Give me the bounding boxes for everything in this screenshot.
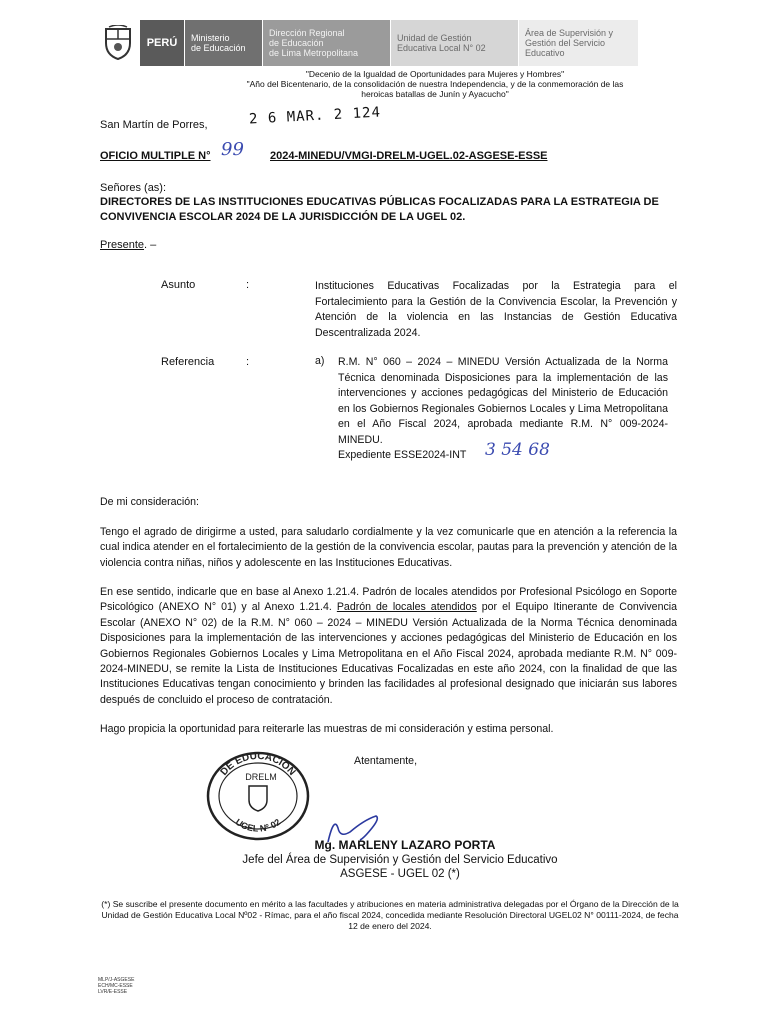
svg-text:UGEL N° 02: UGEL N° 02 <box>233 816 283 834</box>
greeting: De mi consideración: <box>100 496 199 508</box>
asunto-label: Asunto <box>161 279 196 291</box>
oficio-code: 2024-MINEDU/VMGI-DRELM-UGEL.02-ASGESE-ESSE <box>270 150 548 162</box>
paragraph-2: En ese sentido, indicarle que en base al Anexo 1.21.4. Padrón de locales atendidos por Profesional Psicólogo en Soporte Psicológico (ANEXO N° 01) y al Anexo 1.21.4. Padrón de locales atendidos por el Equipo Itinerante de Convivencia Escolar (ANEXO N° 02) de la R.M. N° 060 – 2024 – MINEDU Versión Actualizada de la Norma Técnica denominada Disposiciones para la implementación de las intervenciones y acciones pedagógicas del Ministerio de Educación en los Gobiernos Regionales Gobiernos Locales y Lima Metropolitana en el Año Fiscal 2024, aprobada mediante R.M. N° 009-2024-MINEDU, se remite la Lista de Instituciones Educativas Focalizadas en este año 2024, con la finalidad de que las Instituciones Educativas tengan conocimiento y brinden las facilidades al profesional designado que iniciarán sus labores después de concluido el proceso de contratación. <box>100 586 677 706</box>
svg-text:DRELM: DRELM <box>245 772 277 782</box>
signatory-position: Jefe del Área de Supervisión y Gestión del Servicio Educativo <box>242 854 558 866</box>
date-label: San Martín de Porres, <box>100 119 208 131</box>
official-stamp <box>203 750 313 842</box>
institutional-header <box>100 20 638 66</box>
referencia-text: R.M. N° 060 – 2024 – MINEDU Versión Actualizada de la Norma Técnica denominada Disposiciones para la implementación de las intervenciones y acciones pedagógicas del Ministerio de Educación en los Gobiernos Regionales Gobiernos Locales y Lima Metropolitana en el Año Fiscal 2024, aprobada mediante R.M. N° 009-2024-MINEDU. Expediente ESSE2024-INT <box>338 356 668 461</box>
coat-of-arms-icon <box>100 20 136 66</box>
signatory-name: Mg. MARLENY LAZARO PORTA <box>314 838 496 852</box>
paragraph-3: Hago propicia la oportunidad para reiterarle las muestras de mi consideración y estima personal. <box>100 723 554 735</box>
peru-label: PERÚ <box>140 20 184 66</box>
expediente-number-handwritten: 3 54 68 <box>485 440 550 460</box>
addressee: DIRECTORES DE LAS INSTITUCIONES EDUCATIVAS PÚBLICAS FOCALIZADAS PARA LA ESTRATEGIA DE CONVIVENCIA ESCOLAR 2024 DE LA JURISDICCIÓN DE LA UGEL 02. <box>100 196 659 223</box>
oficio-label: OFICIO MULTIPLE N° <box>100 150 211 162</box>
presente-label: Presente. – <box>100 239 157 251</box>
referencia-colon: : <box>246 356 250 368</box>
salutation: Señores (as): <box>100 182 167 194</box>
year-slogan: "Decenio de la Igualdad de Oportunidades para Mujeres y Hombres" "Año del Bicentenario, de la consolidación de nuestra Independencia, y de la conmemoración de las heroicas batallas de Junín y Ayacucho" <box>246 69 624 99</box>
direccion-regional-label: Dirección Regional de Educación de Lima Metropolitana <box>262 20 390 66</box>
oficio-number-handwritten: 99 <box>221 139 244 160</box>
delegation-footnote: (*) Se suscribe el presente documento en mérito a las facultades y atribuciones en materia administrativa delegadas por el Órgano de la Dirección de la Unidad de Gestión Educativa Local Nº02 - Rímac, para el año fiscal 2024, concedida mediante Resolución Directoral UGEL02 N° 00111-2024, de fecha 12 de enero del 2024. <box>101 899 679 931</box>
closing: Atentamente, <box>354 755 418 767</box>
date-handwritten: 2 6 MAR. 2 124 <box>248 104 382 128</box>
svg-text:DE EDUCACIÓN: DE EDUCACIÓN <box>218 750 298 778</box>
ugel-label: Unidad de Gestión Educativa Local N° 02 <box>390 20 518 66</box>
ministerio-label: Ministerio de Educación <box>184 20 262 66</box>
asunto-text: Instituciones Educativas Focalizadas por la Estrategia para el Fortalecimiento para la Gestión de la Convivencia Escolar, la Prevención y Atención de la violencia en las Instancias de Gestión Educativa Descentralizada 2024. <box>315 280 677 339</box>
paragraph-1: Tengo el agrado de dirigirme a usted, para saludarlo cordialmente y la vez comunicarle que en atención a la referencia la cual indica atender en el fortalecimiento de la gestión de la convivencia escolar, pautas para la prevención y atención de la violencia contra niñas, niños y adolescente en las Instituciones Educativas. <box>100 526 677 569</box>
asunto-colon: : <box>246 279 250 291</box>
reference-initials: MLP/J-ASGESE ECH/MC-ESSE LVR/E-ESSE <box>98 977 135 995</box>
referencia-item-marker: a) <box>315 355 325 367</box>
expediente-label: Expediente ESSE2024-INT <box>338 449 467 461</box>
signatory-org: ASGESE - UGEL 02 (*) <box>340 868 460 880</box>
area-label: Área de Supervisión y Gestión del Servicio Educativo <box>518 20 638 66</box>
referencia-label: Referencia <box>161 356 215 368</box>
